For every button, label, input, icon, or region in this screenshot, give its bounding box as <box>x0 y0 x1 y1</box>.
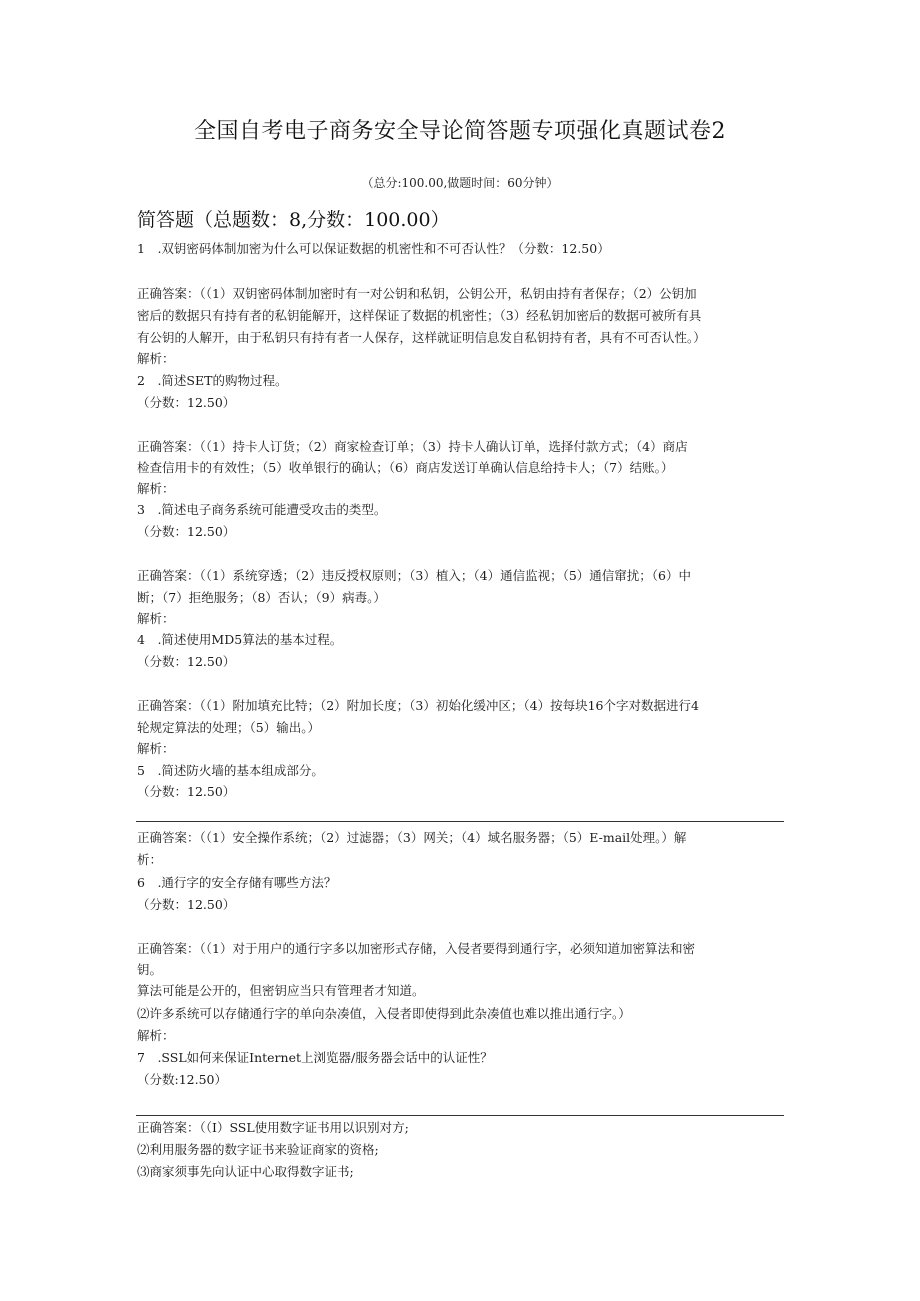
document-title: 全国自考电子商务安全导论简答题专项强化真题试卷2 <box>194 119 726 144</box>
answer-line: 正确答案：（（1）双钥密码体制加密时有一对公钥和私钥，公钥公开，私钥由持有者保存；（2）公钥加 <box>137 286 697 301</box>
section-heading: 简答题（总题数：8,分数：100.00） <box>137 209 450 231</box>
answer-line: 正确答案：（（1）持卡人订货；（2）商家检查订单；（3）持卡人确认订单，选择付款方式；（4）商店 <box>137 439 688 454</box>
score-line: （分数:12.50） <box>137 1072 227 1087</box>
answer-line: 检查信用卡的有效性；（5）收单银行的确认；（6）商店发送订单确认信息给持卡人；（7）结账。） <box>137 460 674 475</box>
answer-line: 正确答案：（（1）对于用户的通行字多以加密形式存储，入侵者要得到通行字，必须知道加密算法和密 <box>137 941 695 956</box>
score-line: （分数：12.50） <box>137 897 236 912</box>
analysis-line: 解析： <box>137 351 175 366</box>
question-line: 4 .简述使用MD5算法的基本过程。 <box>137 632 343 647</box>
answer-line: 正确答案：（（I）SSL使用数字证书用以识别对方; <box>137 1120 409 1135</box>
answer-line: 密后的数据只有持有者的私钥能解开，这样保证了数据的机密性；（3）经私钥加密后的数据可被所有具 <box>137 308 702 323</box>
section-divider <box>136 821 784 822</box>
score-line: （分数：12.50） <box>137 654 236 669</box>
answer-line: 正确答案：（（1）安全操作系统；（2）过滤器；（3）网关；（4）域名服务器；（5）E-mail处理。）解 <box>137 830 687 845</box>
section-divider <box>136 1115 784 1116</box>
answer-line: 正确答案：（（1）附加填充比特；（2）附加长度；（3）初始化缓冲区；（4）按每块16个字对数据进行4 <box>137 698 699 713</box>
answer-line: 断；（7）拒绝服务；（8）否认；（9）病毒。） <box>137 590 386 605</box>
question-line: 7 .SSL如何来保证Internet上浏览器/服务器会话中的认证性？ <box>137 1050 493 1065</box>
question-line: 3 .简述电子商务系统可能遭受攻击的类型。 <box>137 502 387 517</box>
score-line: （分数：12.50） <box>137 524 236 539</box>
answer-line: 正确答案：（（1）系统穿透；（2）违反授权原则；（3）植入；（4）通信监视；（5）通信窜扰；（6）中 <box>137 568 691 583</box>
answer-line: 轮规定算法的处理；（5）输出。） <box>137 720 320 735</box>
answer-line: ⑵许多系统可以存储通行字的单向杂凑值，入侵者即使得到此杂凑值也难以推出通行字。） <box>137 1006 631 1021</box>
analysis-line: 解析： <box>137 1028 175 1043</box>
answer-line: 钥。 <box>137 962 163 977</box>
answer-line: 有公钥的人解开，由于私钥只有持有者一人保存，这样就证明信息发自私钥持有者，具有不可否认性。） <box>137 330 706 345</box>
answer-line: 析： <box>137 852 163 867</box>
answer-line: ⑵利用服务器的数字证书来验证商家的资格; <box>137 1142 379 1157</box>
score-line: （分数：12.50） <box>137 395 236 410</box>
answer-line: ⑶商家须事先向认证中心取得数字证书; <box>137 1164 354 1179</box>
document-subtitle: （总分:100.00,做题时间：60分钟） <box>361 176 559 190</box>
analysis-line: 解析： <box>137 481 175 496</box>
analysis-line: 解析： <box>137 611 175 626</box>
score-line: （分数：12.50） <box>137 784 236 799</box>
question-line: 6 .通行字的安全存储有哪些方法？ <box>137 875 337 890</box>
answer-line: 算法可能是公开的，但密钥应当只有管理者才知道。 <box>137 983 425 998</box>
question-line: 5 .简述防火墙的基本组成部分。 <box>137 763 324 778</box>
question-line: 2 .简述SET的购物过程。 <box>137 373 288 388</box>
analysis-line: 解析： <box>137 741 175 756</box>
question-line: 1 .双钥密码体制加密为什么可以保证数据的机密性和不可否认性？（分数：12.50） <box>137 241 610 256</box>
